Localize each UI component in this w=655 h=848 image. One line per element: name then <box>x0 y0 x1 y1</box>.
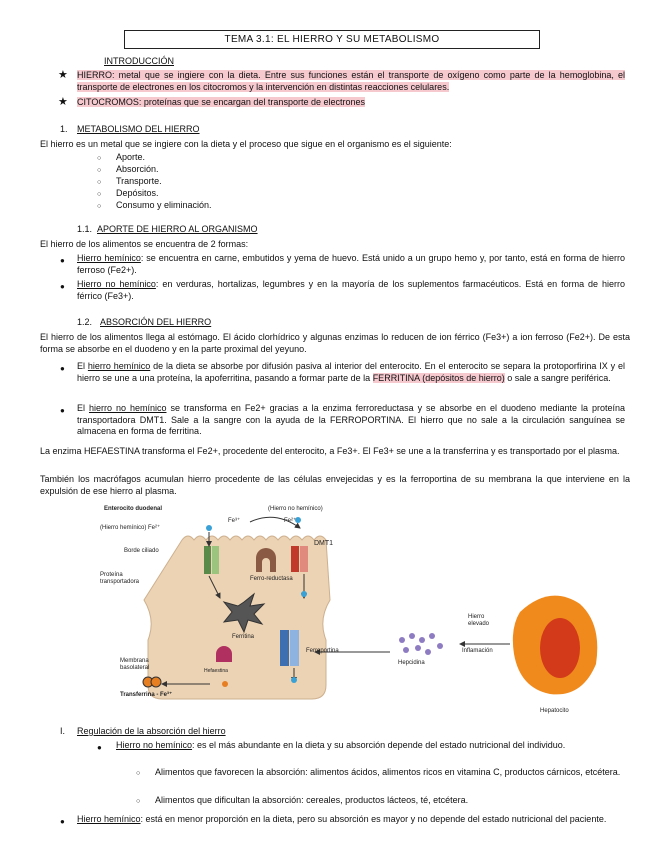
bullet-reg-nohemo: Hierro no hemínico: es el más abundante en la dieta y su absorción depende del estado nutricional del individuo. <box>116 740 566 750</box>
list-item: Aporte. <box>116 152 146 162</box>
intro-item-hierro: HIERRO: metal que se ingiere con la dieta. Entre sus funciones están el transporte de oxígeno como parte de la hemoglobina, el transporte de electrones en los citocromos y la intervención en distintas reacciones celulares. <box>77 70 625 92</box>
bullet-reg-hemo: Hierro hemínico: está en menor proporción en la dieta, pero su absorción es mayor y no depende del estado nutricional del paciente. <box>77 814 607 824</box>
list-item: Alimentos que favorecen la absorción: alimentos ácidos, alimentos ricos en vitamina C, productos cárnicos, etcétera. <box>155 767 621 777</box>
section-number: 1.2. <box>77 317 93 327</box>
section-intro: El hierro de los alimentos llega al estómago. El ácido clorhídrico y algunas enzimas lo reducen de ion férrico (Fe3+) a ion ferroso (Fe2+). De esta forma se absorbe en el duodeno y en la parte proximal del yeyuno. <box>40 332 630 354</box>
figure-label: Ferritina <box>232 634 255 640</box>
section-heading: APORTE DE HIERRO AL ORGANISMO <box>97 224 258 234</box>
star-icon: ★ <box>58 96 68 108</box>
figure-label: Hefaestina <box>204 668 228 674</box>
figure-label: Proteína transportadora <box>100 572 140 585</box>
figure-label: Inflamación <box>462 648 493 654</box>
figure-label: Membrana basolateral <box>120 658 150 671</box>
section-intro: El hierro es un metal que se ingiere con la dieta y el proceso que sigue en el organismo es el siguiente: <box>40 139 452 149</box>
paragraph: También los macrófagos acumulan hierro procedente de las células envejecidas y es la ferroportina de su membrana la que interviene en la expulsión de ese hierro al plasma. <box>40 474 630 496</box>
figure-label: (Hierro no hemínico) <box>268 506 323 512</box>
bullet-absorcion-hemo: El hierro hemínico de la dieta se absorbe por difusión pasiva al interior del enterocito. En el enterocito se separa la protoporfirina IX y el hierro se une a una proteína, la apoferritina, pasando a formar parte de la FERRITINA (depósitos de hierro) o sale a sangre periférica. <box>77 361 625 383</box>
section-number: 1. <box>60 124 68 134</box>
list-item: Consumo y eliminación. <box>116 200 212 210</box>
figure-label: Transferrina - Fe³⁺ <box>120 692 173 698</box>
star-icon: ★ <box>58 69 68 81</box>
figure-label: Hierro elevado <box>468 614 490 627</box>
intro-heading: INTRODUCCIÓN <box>104 56 174 66</box>
figure-label: Enterocito duodenal <box>104 506 163 512</box>
paragraph: La enzima HEFAESTINA transforma el Fe2+, procedente del enterocito, a Fe3+. El Fe3+ se une a la transferrina y es transportado por el plasma. <box>40 446 620 456</box>
list-item: Depósitos. <box>116 188 159 198</box>
figure-label: Fe³⁺ <box>228 518 241 524</box>
figure-illustration <box>100 502 640 724</box>
section-number: 1.1. <box>77 224 93 234</box>
section-heading: ABSORCIÓN DEL HIERRO <box>100 317 212 327</box>
figure-label: (Hierro hemínico) Fe²⁺ <box>100 525 161 531</box>
figure-label: Fe²⁺ <box>284 518 297 524</box>
section-heading: Regulación de la absorción del hierro <box>77 726 226 736</box>
list-item: Transporte. <box>116 176 162 186</box>
list-item: Absorción. <box>116 164 159 174</box>
list-item: Alimentos que dificultan la absorción: cereales, productos lácteos, té, etcétera. <box>155 795 469 805</box>
figure-label: Hepatocito <box>540 708 569 714</box>
page-title: TEMA 3.1: EL HIERRO Y SU METABOLISMO <box>124 30 540 49</box>
figure-label: Hepcidina <box>398 660 425 666</box>
bullet-absorcion-nohemo: El hierro no hemínico se transforma en Fe2+ gracias a la enzima ferroreductasa y se absorbe en el duodeno mediante la proteína transportadora DMT1. Sale a la sangre con la ayuda de la FERROPORTINA. El hierro que no sale a la circulación sanguínea se almacena en forma de ferritina. <box>77 403 625 436</box>
figure-label: Borde ciliado <box>124 548 159 554</box>
figure-label: Ferroportina <box>306 648 339 654</box>
intro-item-citocromos: CITOCROMOS: proteínas que se encargan del transporte de electrones <box>77 97 365 107</box>
bullet-hemo: Hierro hemínico: se encuentra en carne, embutidos y yema de huevo. Está unido a un grupo hemo y, por tanto, está en forma de hierro ferroso (Fe2+). <box>77 253 625 275</box>
section-number: I. <box>60 726 66 736</box>
figure-label: Ferro-reductasa <box>250 576 293 582</box>
iron-absorption-figure <box>100 502 640 724</box>
section-heading: METABOLISMO DEL HIERRO <box>77 124 200 134</box>
figure-label: DMT1 <box>314 540 334 547</box>
section-intro: El hierro de los alimentos se encuentra de 2 formas: <box>40 239 249 249</box>
bullet-nohemo: Hierro no hemínico: en verduras, hortalizas, legumbres y en la mayoría de los suplementos farmacéuticos. Está en forma de hierro férrico (Fe3+). <box>77 279 625 301</box>
